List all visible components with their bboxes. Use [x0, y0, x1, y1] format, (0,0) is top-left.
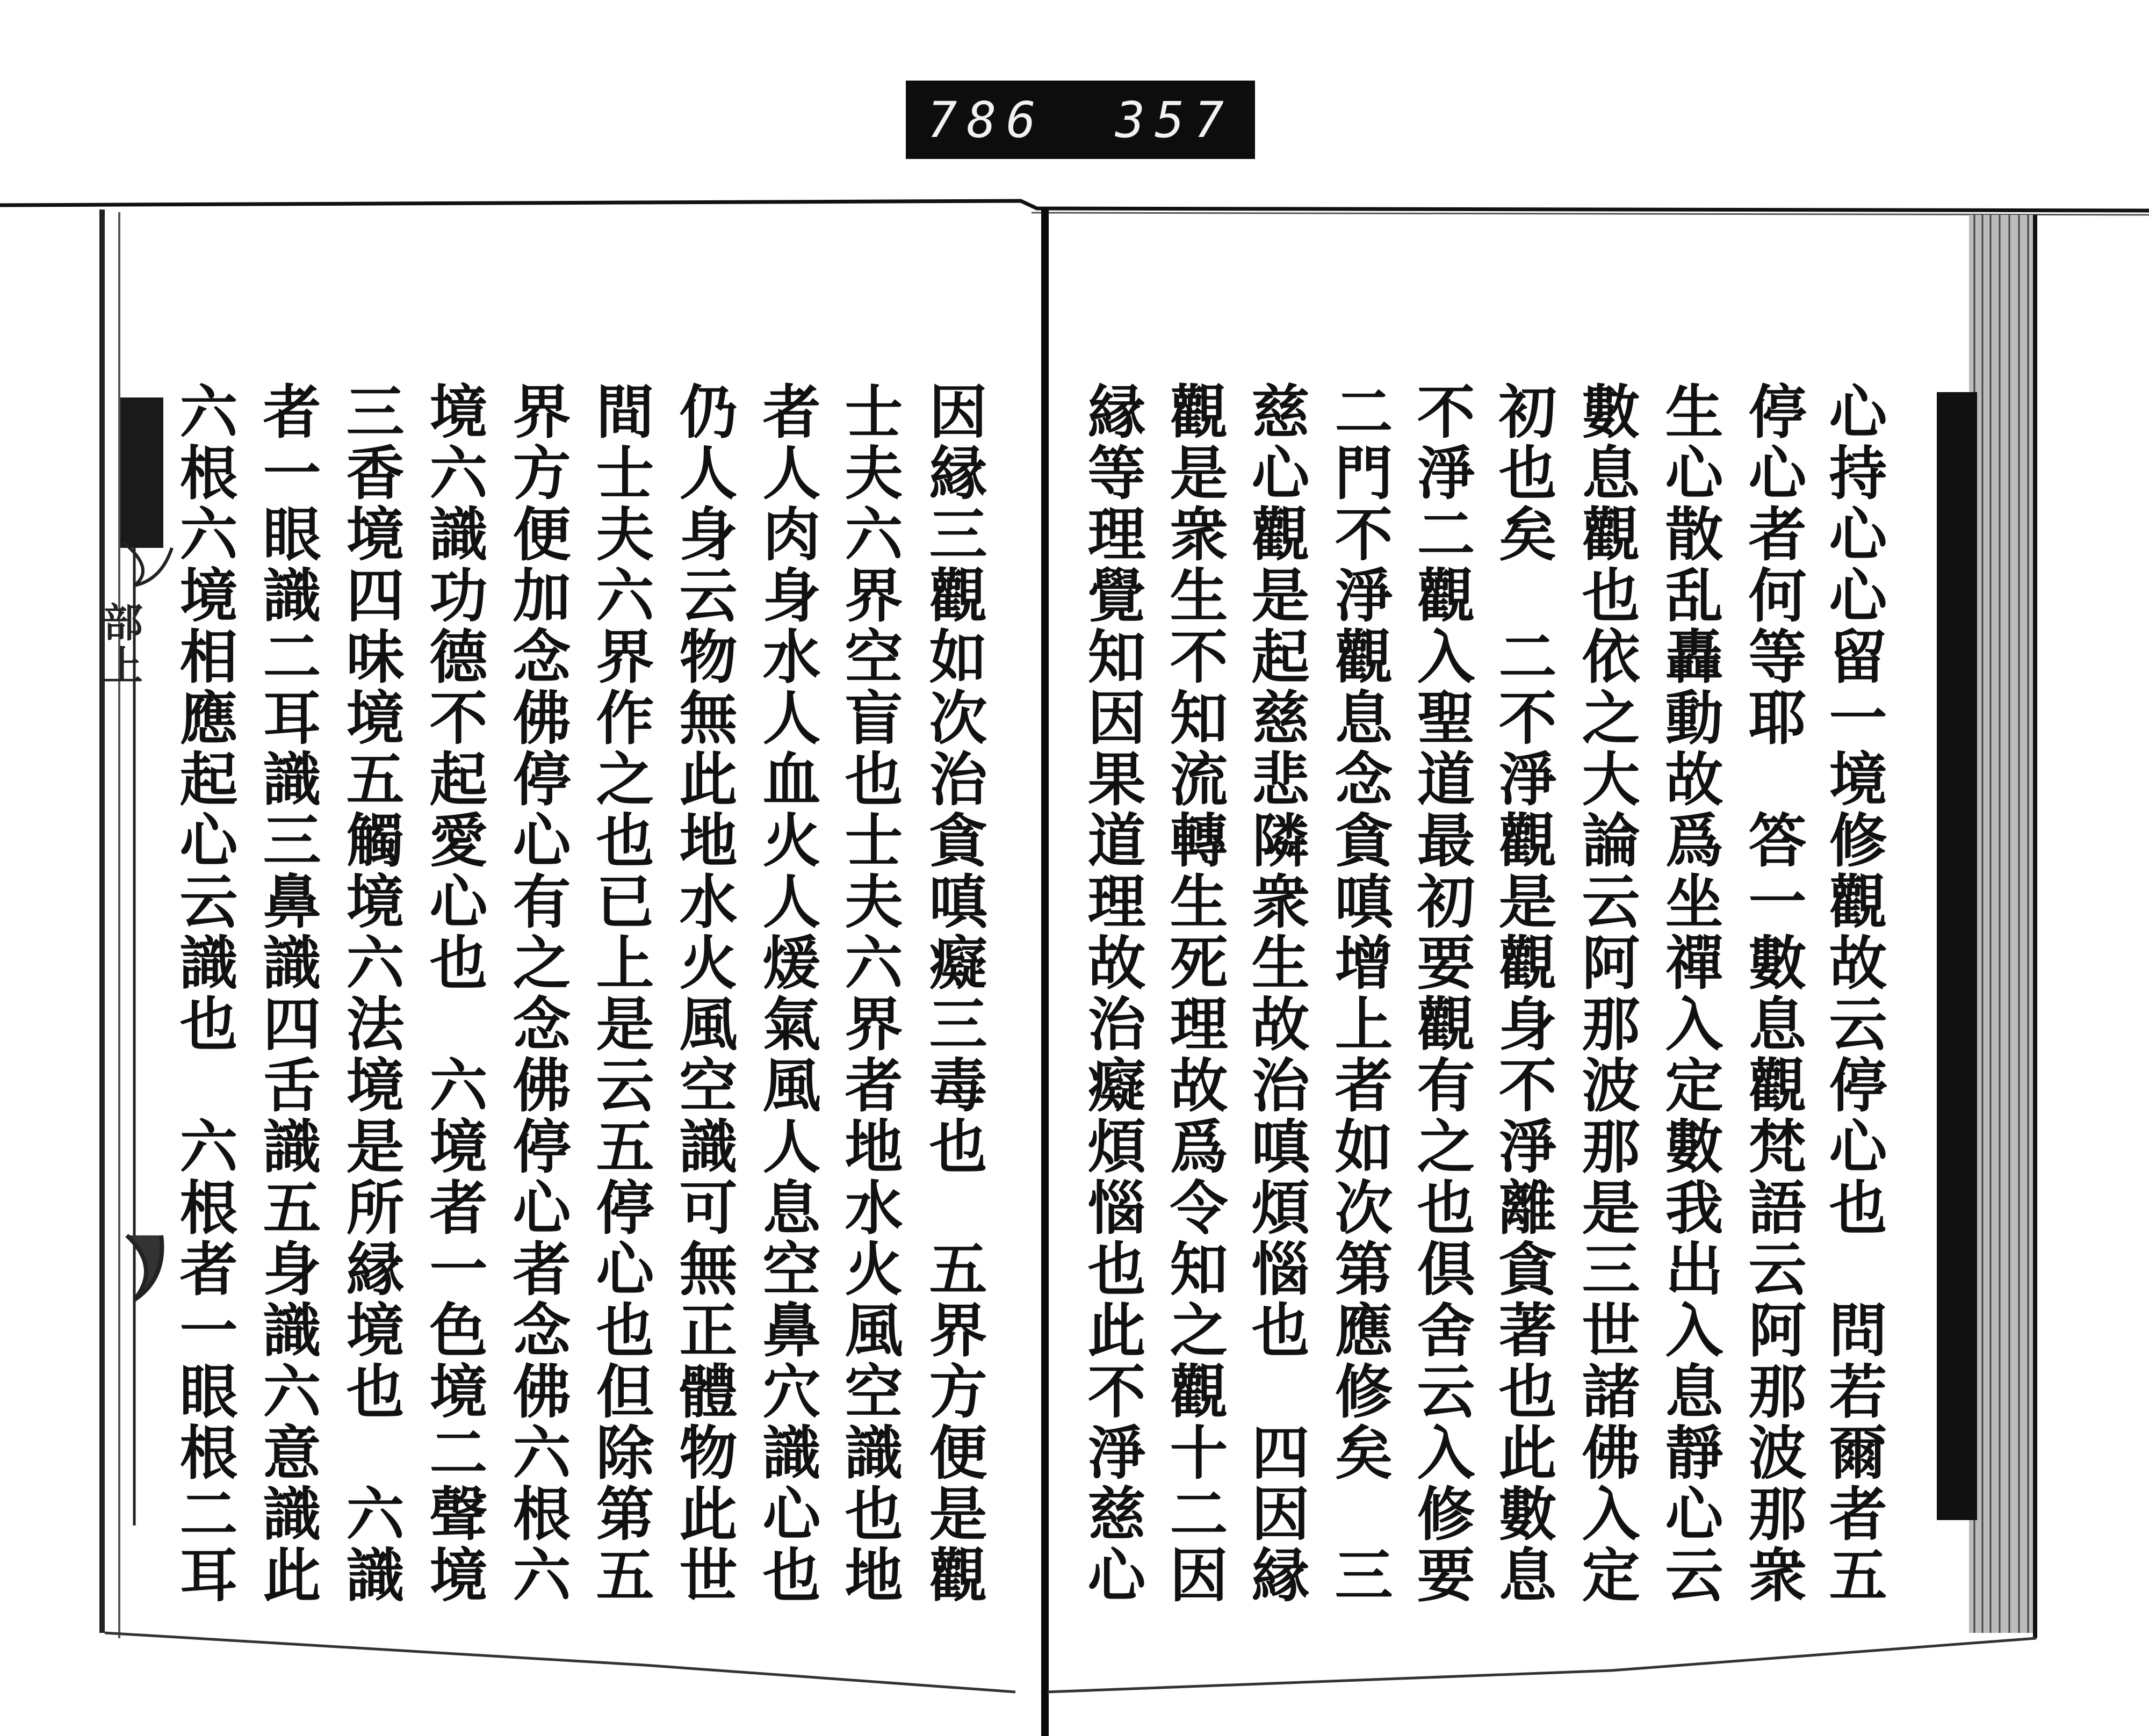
left-page-column-1: 因縁三觀如次治貪嗔癡三毒也 五界方便是觀: [919, 381, 987, 1606]
archive-number-right: 357: [1115, 91, 1234, 149]
left-page-column-2: 士夫六界空盲也士夫六界者地水火風空識也地: [835, 381, 903, 1606]
left-page-column-5: 間士夫六界作之也已上是云五停心也但除第五: [586, 381, 654, 1606]
margin-title: 部上: [97, 602, 143, 688]
right-page-column-9: 觀是衆生不知流轉生死理故爲令知之觀十二因: [1160, 381, 1228, 1606]
right-page-column-2: 停心者何等耶 答一數息觀梵語云阿那波那衆: [1739, 381, 1806, 1606]
left-page-column-8: 三香境四味境五觸境六法境是所縁境也 六識: [336, 381, 404, 1606]
right-page-column-10: 縁等理覺知因果道理故治癡煩惱也此不淨慈心: [1078, 381, 1145, 1606]
right-page-column-1: 心持心心留一境修觀故云停心也 問若爾者五: [1819, 381, 1887, 1606]
right-page-column-5: 初也矣 二不淨觀是觀身不淨離貪著也此數息: [1489, 381, 1556, 1606]
left-page-column-10: 六根六境相應起心云識也 六根者一眼根二耳: [170, 381, 237, 1606]
right-page-column-8: 慈心觀是起慈悲隣衆生故治嗔煩惱也 四因縁: [1242, 381, 1309, 1606]
right-page-column-6: 不淨二觀入聖道最初要觀有之也倶舍云入修要: [1407, 381, 1475, 1606]
left-page-column-7: 境六識功德不起愛心也 六境者一色境二聲境: [420, 381, 487, 1606]
right-page-column-3: 生心散乱轟動故爲坐禪入定數我出入息靜心云: [1655, 381, 1723, 1606]
archive-label: [906, 81, 1255, 159]
left-page-column-6: 界方便加念佛停心有之念佛停心者念佛六根六: [503, 381, 571, 1606]
left-page-column-4: 仍人身云物無此地水火風空識可無正體物此世: [669, 381, 737, 1606]
right-page-column-7: 二門不淨觀息念貪嗔增上者如次第應修矣 三: [1325, 381, 1393, 1606]
left-page-column-3: 者人肉身水人血火人煖氣風人息空鼻穴識心也: [753, 381, 820, 1606]
right-page-column-4: 數息觀也依之大論云阿那波那是三世諸佛入定: [1572, 381, 1640, 1606]
archive-number-left: 786: [927, 91, 1046, 149]
left-page-column-9: 者一眼識二耳識三鼻識四舌識五身識六意識此: [253, 381, 321, 1606]
